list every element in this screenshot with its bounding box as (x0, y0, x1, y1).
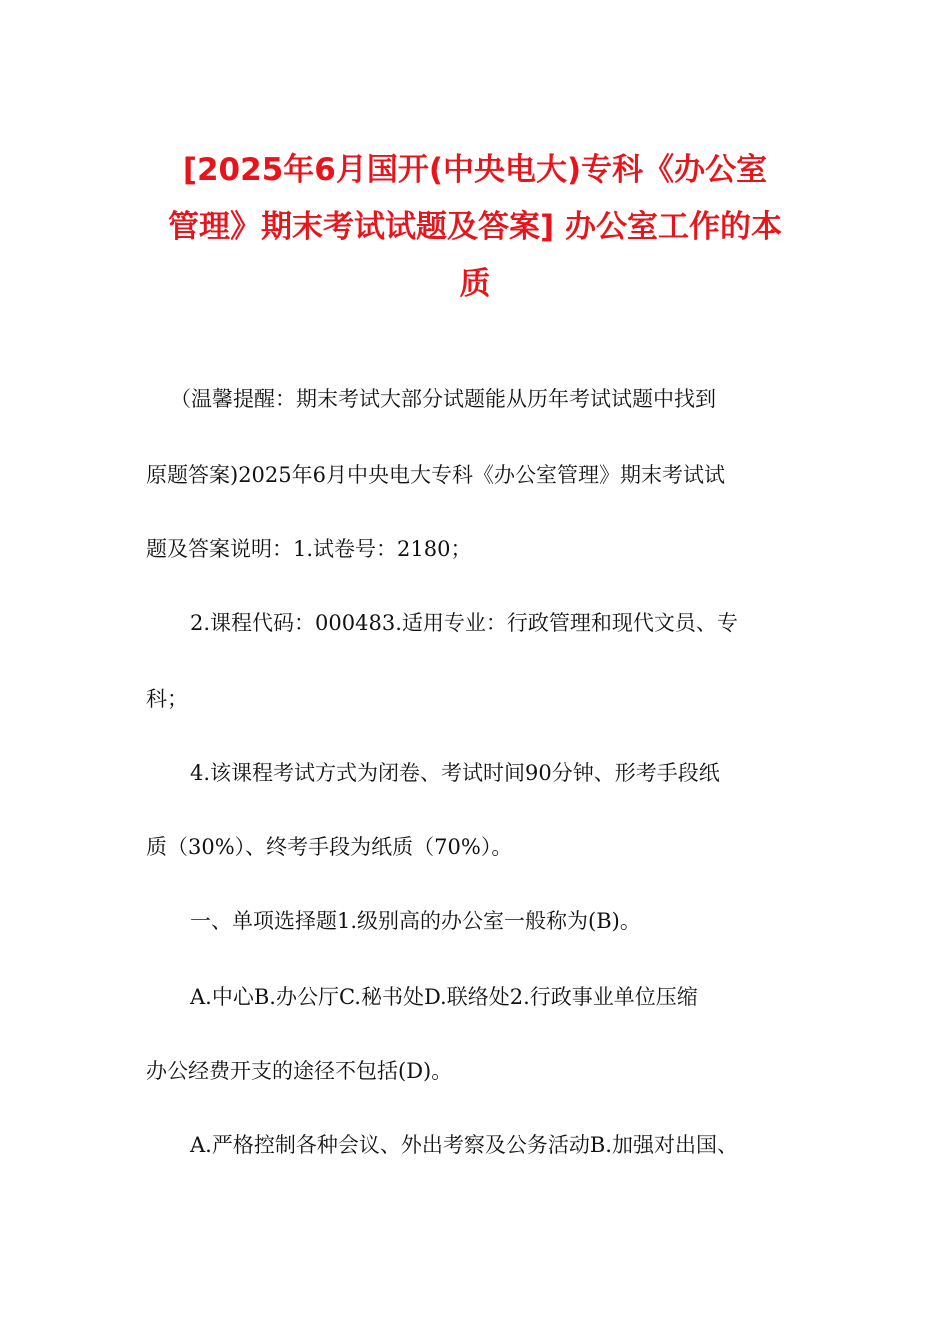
body-line-1: （温馨提醒：期末考试大部分试题能从历年考试试题中找到 (170, 387, 716, 411)
body-line-7: 质（30%）、终考手段为纸质（70%）。 (146, 835, 513, 859)
body-line-8: 一、单项选择题1.级别高的办公室一般称为(B)。 (190, 909, 641, 933)
body-line-11: A.严格控制各种会议、外出考察及公务活动B.加强对出国、 (190, 1133, 738, 1157)
title-line-1: [2025年6月国开(中央电大)专科《办公室 (182, 152, 768, 188)
body-line-2: 原题答案)2025年6月中央电大专科《办公室管理》期末考试试 (146, 463, 725, 487)
body-line-3: 题及答案说明：1.试卷号：2180； (146, 537, 472, 561)
title-line-3: 质 (459, 266, 491, 302)
title-line-2: 管理》期末考试试题及答案] 办公室工作的本 (168, 209, 782, 245)
document-title (140, 142, 810, 313)
body-line-6: 4.该课程考试方式为闭卷、考试时间90分钟、形考手段纸 (190, 761, 720, 785)
body-line-10: 办公经费开支的途径不包括(D)。 (146, 1059, 453, 1083)
body-line-9: A.中心B.办公厅C.秘书处D.联络处2.行政事业单位压缩 (190, 985, 698, 1009)
body-line-4: 2.课程代码：000483.适用专业：行政管理和现代文员、专 (190, 611, 738, 635)
body-line-5: 科； (146, 687, 188, 711)
